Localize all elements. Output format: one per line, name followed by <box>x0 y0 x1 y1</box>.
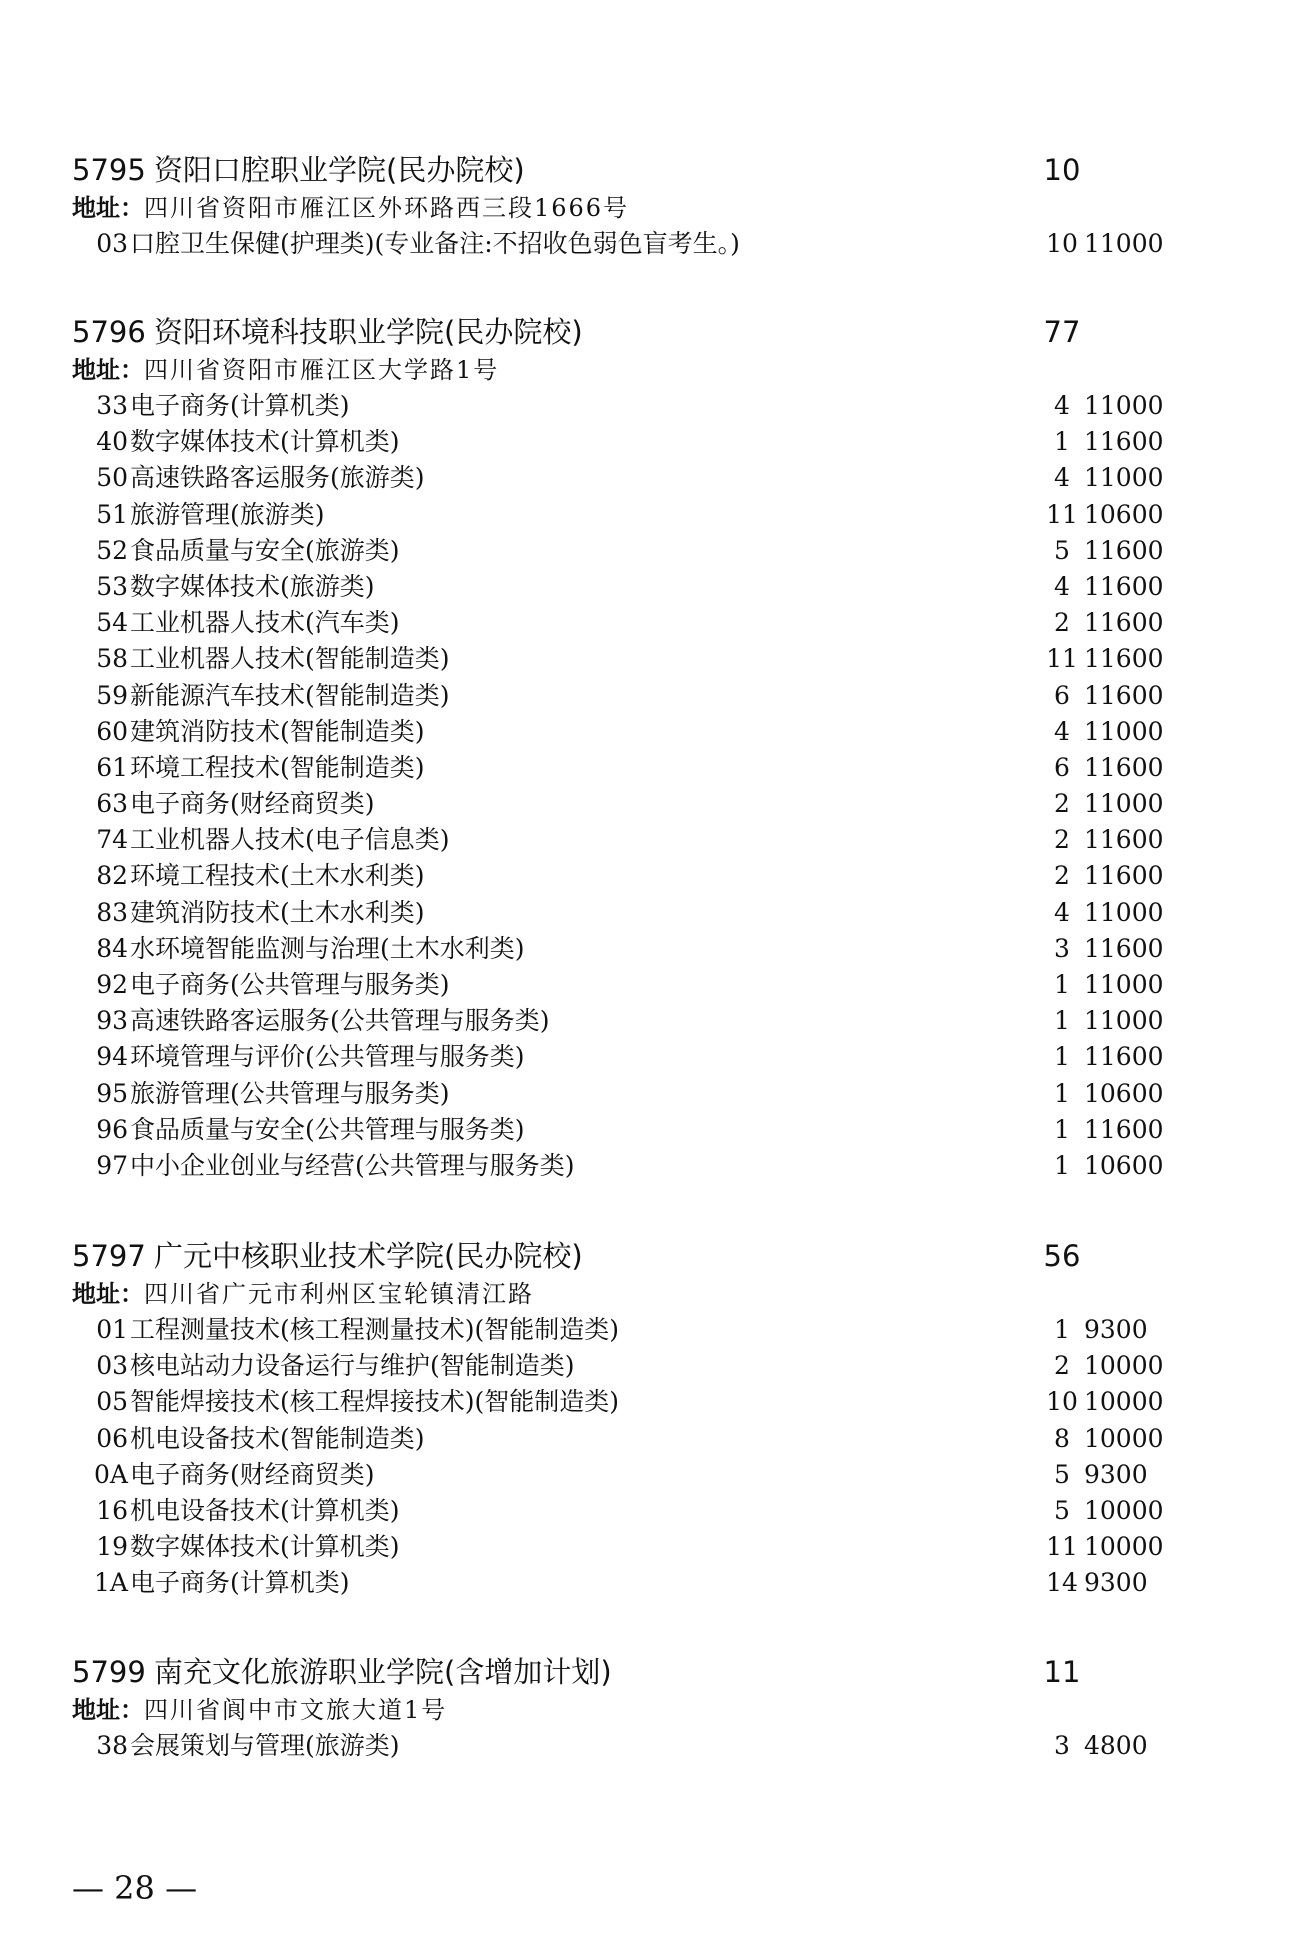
major-name: 电子商务(财经商贸类) <box>130 1459 375 1489</box>
major-code: 50 <box>96 463 128 493</box>
major-code: 16 <box>96 1495 128 1525</box>
major-tuition: 9300 <box>1084 1315 1148 1344</box>
major-plan-count: 4 <box>1054 571 1070 601</box>
page-number: — 28 — <box>72 1869 198 1907</box>
school-header <box>72 1236 1252 1276</box>
school-header <box>72 150 1252 190</box>
major-plan-count: 3 <box>1054 1731 1070 1760</box>
major-row <box>72 388 1252 424</box>
major-plan-count: 5 <box>1054 1459 1070 1489</box>
address-label: 地址： <box>72 1280 144 1308</box>
major-tuition: 11600 <box>1084 608 1164 638</box>
school-address <box>72 1692 1252 1728</box>
major-plan-count: 3 <box>1054 933 1070 963</box>
major-code: 03 <box>96 229 128 258</box>
major-code: 74 <box>96 825 128 855</box>
major-row <box>72 460 1252 496</box>
major-code: 0A <box>94 1459 128 1489</box>
school-name: 广元中核职业技术学院(民办院校) <box>154 1239 583 1273</box>
school-block <box>72 1652 1252 1764</box>
major-plan-count: 2 <box>1054 1351 1070 1381</box>
major-tuition: 4800 <box>1084 1731 1148 1760</box>
major-name: 新能源汽车技术(智能制造类) <box>130 680 450 710</box>
major-tuition: 11600 <box>1084 752 1164 782</box>
major-code: 61 <box>96 752 128 782</box>
major-row <box>72 1457 1252 1493</box>
major-tuition: 11000 <box>1084 970 1164 999</box>
major-plan-count: 4 <box>1054 897 1070 927</box>
major-row <box>72 1529 1252 1565</box>
major-tuition: 11600 <box>1084 427 1164 457</box>
major-plan-count: 14 <box>1046 1568 1078 1598</box>
major-name: 电子商务(公共管理与服务类) <box>130 970 450 999</box>
major-code: 52 <box>96 535 128 565</box>
major-plan-count: 11 <box>1046 1532 1078 1562</box>
major-code: 59 <box>96 680 128 710</box>
major-plan-count: 1 <box>1054 1006 1070 1036</box>
major-code: 84 <box>96 933 128 963</box>
major-code: 1A <box>94 1568 128 1598</box>
major-name: 工程测量技术(核工程测量技术)(智能制造类) <box>130 1315 620 1344</box>
major-tuition: 11600 <box>1084 1042 1164 1072</box>
major-name: 高速铁路客运服务(旅游类) <box>130 463 425 493</box>
school-total-plan: 10 <box>1043 153 1081 187</box>
major-code: 05 <box>96 1387 128 1417</box>
major-name: 环境工程技术(智能制造类) <box>130 752 425 782</box>
major-tuition: 11000 <box>1084 463 1164 493</box>
major-code: 01 <box>96 1315 128 1344</box>
major-name: 机电设备技术(智能制造类) <box>130 1423 425 1453</box>
major-code: 95 <box>96 1078 128 1108</box>
major-tuition: 11600 <box>1084 680 1164 710</box>
school-name: 资阳口腔职业学院(民办院校) <box>154 153 525 187</box>
major-code: 96 <box>96 1114 128 1144</box>
major-name: 电子商务(财经商贸类) <box>130 789 375 819</box>
major-name: 旅游管理(公共管理与服务类) <box>130 1078 450 1108</box>
address-label: 地址： <box>72 1696 144 1724</box>
major-plan-count: 1 <box>1054 1042 1070 1072</box>
school-block <box>72 150 1252 262</box>
major-tuition: 11600 <box>1084 861 1164 891</box>
major-row <box>72 226 1252 262</box>
major-row <box>72 569 1252 605</box>
major-row <box>72 641 1252 677</box>
school-header <box>72 1652 1252 1692</box>
major-tuition: 11600 <box>1084 644 1164 674</box>
major-plan-count: 1 <box>1054 1150 1070 1180</box>
major-code: 51 <box>96 499 128 529</box>
major-code: 92 <box>96 970 128 999</box>
major-name: 数字媒体技术(计算机类) <box>130 427 400 457</box>
major-tuition: 10000 <box>1084 1387 1164 1417</box>
major-name: 食品质量与安全(公共管理与服务类) <box>130 1114 525 1144</box>
major-name: 工业机器人技术(电子信息类) <box>130 825 450 855</box>
major-code: 53 <box>96 571 128 601</box>
major-tuition: 11600 <box>1084 571 1164 601</box>
major-code: 58 <box>96 644 128 674</box>
major-code: 33 <box>96 391 128 420</box>
school-code: 5795 <box>72 153 146 187</box>
major-code: 83 <box>96 897 128 927</box>
major-row <box>72 1493 1252 1529</box>
major-name: 工业机器人技术(汽车类) <box>130 608 400 638</box>
school-name: 资阳环境科技职业学院(民办院校) <box>154 315 583 349</box>
major-name: 水环境智能监测与治理(土木水利类) <box>130 933 525 963</box>
major-tuition: 10000 <box>1084 1495 1164 1525</box>
major-tuition: 10600 <box>1084 1078 1164 1108</box>
major-plan-count: 1 <box>1054 1078 1070 1108</box>
major-row <box>72 1076 1252 1112</box>
major-row <box>72 1565 1252 1601</box>
school-address <box>72 190 1252 226</box>
major-plan-count: 6 <box>1054 752 1070 782</box>
major-tuition: 11000 <box>1084 789 1164 819</box>
major-plan-count: 2 <box>1054 825 1070 855</box>
major-tuition: 11000 <box>1084 897 1164 927</box>
major-tuition: 11600 <box>1084 535 1164 565</box>
major-name: 旅游管理(旅游类) <box>130 499 325 529</box>
major-row <box>72 750 1252 786</box>
major-tuition: 9300 <box>1084 1568 1148 1598</box>
major-tuition: 11600 <box>1084 825 1164 855</box>
major-row <box>72 1384 1252 1420</box>
major-row <box>72 605 1252 641</box>
major-plan-count: 1 <box>1054 1114 1070 1144</box>
major-row <box>72 1728 1252 1764</box>
major-row <box>72 895 1252 931</box>
major-row <box>72 678 1252 714</box>
major-tuition: 10000 <box>1084 1532 1164 1562</box>
major-tuition: 9300 <box>1084 1459 1148 1489</box>
major-code: 94 <box>96 1042 128 1072</box>
major-row <box>72 1348 1252 1384</box>
major-plan-count: 10 <box>1046 229 1078 258</box>
major-code: 54 <box>96 608 128 638</box>
major-name: 电子商务(计算机类) <box>130 391 350 420</box>
major-code: 06 <box>96 1423 128 1453</box>
major-tuition: 11600 <box>1084 1114 1164 1144</box>
school-total-plan: 56 <box>1043 1239 1081 1273</box>
major-code: 03 <box>96 1351 128 1381</box>
school-name: 南充文化旅游职业学院(含增加计划) <box>154 1655 612 1689</box>
school-block <box>72 312 1252 1184</box>
school-total-plan: 77 <box>1043 315 1081 349</box>
major-row <box>72 1112 1252 1148</box>
major-code: 19 <box>96 1532 128 1562</box>
major-tuition: 10600 <box>1084 499 1164 529</box>
major-code: 38 <box>96 1731 128 1760</box>
school-code: 5799 <box>72 1655 146 1689</box>
major-plan-count: 1 <box>1054 427 1070 457</box>
major-plan-count: 2 <box>1054 608 1070 638</box>
major-tuition: 11600 <box>1084 933 1164 963</box>
major-plan-count: 1 <box>1054 1315 1070 1344</box>
major-tuition: 10600 <box>1084 1150 1164 1180</box>
major-plan-count: 5 <box>1054 1495 1070 1525</box>
major-name: 会展策划与管理(旅游类) <box>130 1731 400 1760</box>
major-tuition: 11000 <box>1084 716 1164 746</box>
major-code: 97 <box>96 1150 128 1180</box>
major-code: 60 <box>96 716 128 746</box>
major-code: 82 <box>96 861 128 891</box>
major-name: 电子商务(计算机类) <box>130 1568 350 1598</box>
major-name: 数字媒体技术(旅游类) <box>130 571 375 601</box>
school-address <box>72 352 1252 388</box>
major-name: 数字媒体技术(计算机类) <box>130 1532 400 1562</box>
major-row <box>72 858 1252 894</box>
school-total-plan: 11 <box>1043 1655 1081 1689</box>
major-tuition: 10000 <box>1084 1423 1164 1453</box>
major-name: 工业机器人技术(智能制造类) <box>130 644 450 674</box>
major-name: 机电设备技术(计算机类) <box>130 1495 400 1525</box>
address-text: 四川省广元市利州区宝轮镇清江路 <box>144 1280 534 1308</box>
major-plan-count: 4 <box>1054 391 1070 420</box>
major-row <box>72 822 1252 858</box>
major-row <box>72 1039 1252 1075</box>
major-row <box>72 1421 1252 1457</box>
major-code: 63 <box>96 789 128 819</box>
major-row <box>72 714 1252 750</box>
major-plan-count: 11 <box>1046 499 1078 529</box>
major-tuition: 11000 <box>1084 1006 1164 1036</box>
major-name: 食品质量与安全(旅游类) <box>130 535 400 565</box>
major-name: 高速铁路客运服务(公共管理与服务类) <box>130 1006 550 1036</box>
major-plan-count: 2 <box>1054 861 1070 891</box>
address-label: 地址： <box>72 194 144 222</box>
major-tuition: 11000 <box>1084 391 1164 420</box>
major-name: 核电站动力设备运行与维护(智能制造类) <box>130 1351 575 1381</box>
major-plan-count: 4 <box>1054 463 1070 493</box>
major-row <box>72 424 1252 460</box>
major-plan-count: 1 <box>1054 970 1070 999</box>
major-name: 环境管理与评价(公共管理与服务类) <box>130 1042 525 1072</box>
major-name: 建筑消防技术(土木水利类) <box>130 897 425 927</box>
major-tuition: 11000 <box>1084 229 1164 258</box>
major-plan-count: 10 <box>1046 1387 1078 1417</box>
major-row <box>72 786 1252 822</box>
major-plan-count: 6 <box>1054 680 1070 710</box>
major-plan-count: 8 <box>1054 1423 1070 1453</box>
major-row <box>72 1003 1252 1039</box>
address-label: 地址： <box>72 356 144 384</box>
major-row <box>72 497 1252 533</box>
address-text: 四川省阆中市文旅大道1号 <box>144 1696 448 1724</box>
major-name: 环境工程技术(土木水利类) <box>130 861 425 891</box>
school-code: 5797 <box>72 1239 146 1273</box>
major-plan-count: 11 <box>1046 644 1078 674</box>
address-text: 四川省资阳市雁江区大学路1号 <box>144 356 500 384</box>
major-code: 93 <box>96 1006 128 1036</box>
major-row <box>72 931 1252 967</box>
major-name: 中小企业创业与经营(公共管理与服务类) <box>130 1150 575 1180</box>
major-row <box>72 967 1252 1003</box>
major-plan-count: 2 <box>1054 789 1070 819</box>
school-address <box>72 1276 1252 1312</box>
major-row <box>72 533 1252 569</box>
major-row <box>72 1148 1252 1184</box>
major-name: 智能焊接技术(核工程焊接技术)(智能制造类) <box>130 1387 620 1417</box>
major-plan-count: 5 <box>1054 535 1070 565</box>
major-plan-count: 4 <box>1054 716 1070 746</box>
major-row <box>72 1312 1252 1348</box>
major-tuition: 10000 <box>1084 1351 1164 1381</box>
school-code: 5796 <box>72 315 146 349</box>
major-name: 建筑消防技术(智能制造类) <box>130 716 425 746</box>
major-name: 口腔卫生保健(护理类)(专业备注:不招收色弱色盲考生。) <box>130 229 740 258</box>
major-code: 40 <box>96 427 128 457</box>
address-text: 四川省资阳市雁江区外环路西三段1666号 <box>144 194 630 222</box>
school-header <box>72 312 1252 352</box>
school-block <box>72 1236 1252 1602</box>
